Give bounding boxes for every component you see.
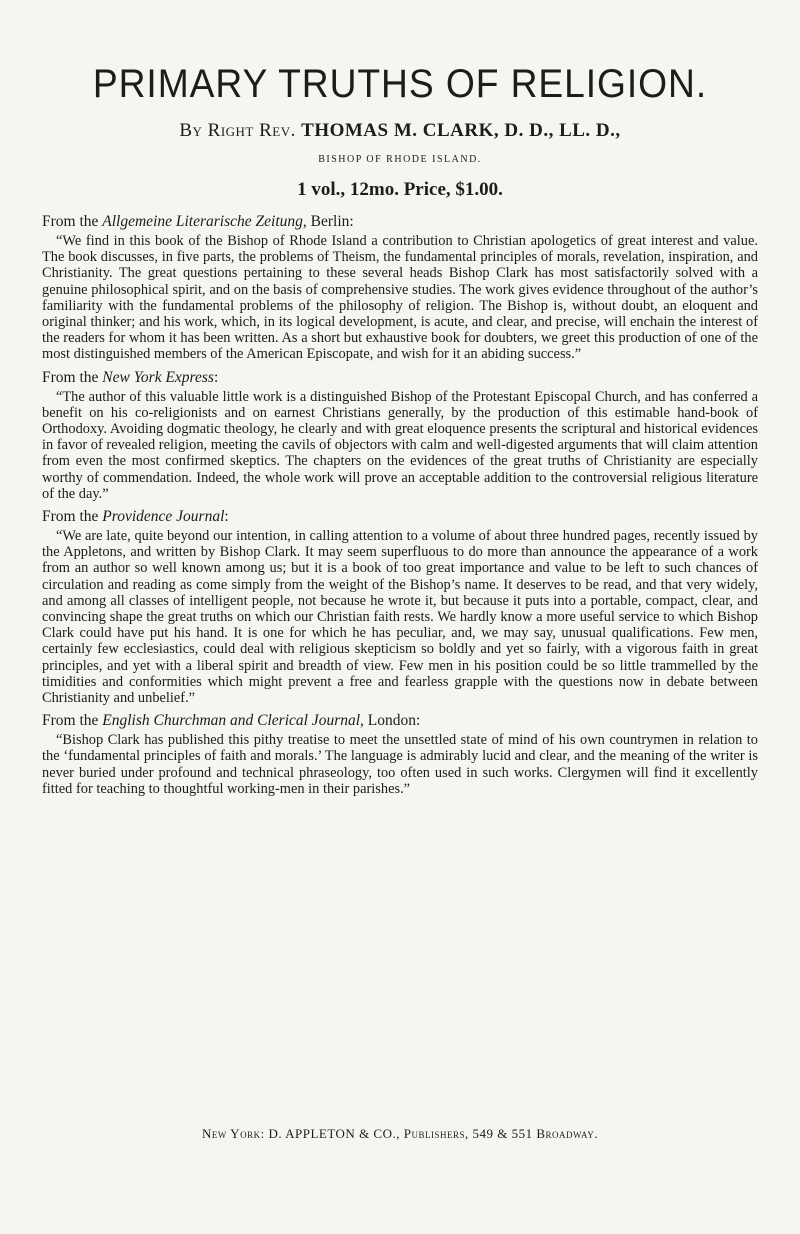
review-source-line (42, 712, 758, 730)
review-providence (42, 508, 758, 706)
review-new-york (42, 369, 758, 502)
review-source-line (42, 369, 758, 387)
review-quote: “The author of this valuable little work is a distinguished Bishop of the Protestant Episcopal Church, and has conferred a benefit on his co-religionists and on earnest Christians generally, by the production of this estimable hand-book of Orthodoxy. Avoiding dogmatic theology, he clearly and with great eloquence presents the scriptural and historical evidences in favor of revealed religion, meeting the cavils of objectors with calm and well-digested arguments that will claim attention from even the most confirmed skeptics. The chapters on the evidences of the great truths of Christianity are especially worthy of commendation. Indeed, the whole work will prove an acceptable addition to the controversial religious literature of the day.” (42, 388, 758, 502)
review-quote: “We are late, quite beyond our intention, in calling attention to a volume of about three hundred pages, recently issued by the Appletons, and written by Bishop Clark. It may seem superfluous to do more than announce the appearance of a work from an author so well known among us; but it is a book of too great importance and value to be left to such chances of circulation and reading as come simply from the weight of the Bishop’s name. It deserves to be read, and that very widely, and among all classes of intelligent people, not because he wrote it, but because it puts into a portable, compact, clear, and convincing shape the great truths on which our Christian faith rests. We hardly know a more useful service to which Bishop Clark could have put his hand. It is one for which he has peculiar, and, we may say, unusual qualifications. Few men, certainly few ecclesiastics, could deal with religious skepticism so boldly and yet so fairly, with a vigorous faith in great principles, and yet with a liberal spirit and breadth of view. Few men in his position could be so little trammelled by the timidities and conformities which might prevent a free and fearless grapple with the questions now in debate between Christianity and unbelief.” (42, 528, 758, 707)
author-name: THOMAS M. CLARK, D. D., LL. D., (301, 120, 621, 141)
review-source-name: Providence Journal (102, 508, 225, 526)
publisher-imprint (42, 1126, 758, 1142)
review-source-line (42, 508, 758, 526)
review-quote: “Bishop Clark has published this pithy treatise to meet the unsettled state of mind of his own countrymen in relation to the ‘fundamental principles of faith and morals.’ The language is admirably lucid and clear, and the meaning of the writer is never buried under profound and technical phraseology, too often used in such works. Clergymen will find it excellently fitted for teaching to thoughtful working-men in their parishes.” (42, 732, 758, 797)
review-source-name: New York Express (102, 368, 214, 386)
review-source-name: English Churchman and Clerical Journal (102, 712, 361, 730)
from-label: From the (42, 508, 99, 526)
author-byline (42, 120, 758, 142)
imprint-city: New York: (202, 1126, 265, 1141)
review-source-location: , London: (360, 712, 421, 730)
book-title: PRIMARY TRUTHS OF RELIGION. (92, 62, 708, 106)
review-source-line (42, 213, 758, 231)
author-office: BISHOP OF RHODE ISLAND. (318, 154, 482, 165)
from-label: From the (42, 368, 99, 386)
review-quote: “We find in this book of the Bishop of Rhode Island a contribution to Christian apologetics of great interest and value. The book discusses, in five parts, the problems of Theism, the fundamental principles of morals, revelation, inspiration, and Christianity. The great questions pertaining to these several heads Bishop Clark has most satisfactorily solved with a genuine philosophical spirit, and on the basis of comprehensive studies. The work gives evidence throughout of the author’s familiarity with the fundamental problems of the philosophy of religion. The Bishop is, without doubt, an eloquent and original thinker; and his work, which, in its logical development, is acute, and clear, and precise, will enchain the interest of the readers for whom it has been written. As a short but exhaustive book for doubters, we greet this production of one of the most distinguished members of the American Episcopate, and wish for it an abiding success.” (42, 233, 758, 363)
volume-and-price: 1 vol., 12mo. Price, $1.00. (297, 179, 503, 200)
review-source-location: : (213, 368, 219, 386)
review-source-location: : (224, 508, 229, 526)
review-source-location: , Berlin: (302, 213, 354, 230)
imprint-address: Publishers, 549 & 551 Broadway. (403, 1126, 598, 1141)
from-label: From the (42, 213, 99, 230)
review-source-name: Allgemeine Literarische Zeitung (102, 213, 303, 230)
from-label: From the (42, 712, 99, 730)
imprint-publisher: D. APPLETON & CO., (268, 1126, 400, 1141)
byline-prefix: By Right Rev. (179, 120, 296, 141)
review-london (42, 712, 758, 797)
review-berlin (42, 213, 758, 363)
